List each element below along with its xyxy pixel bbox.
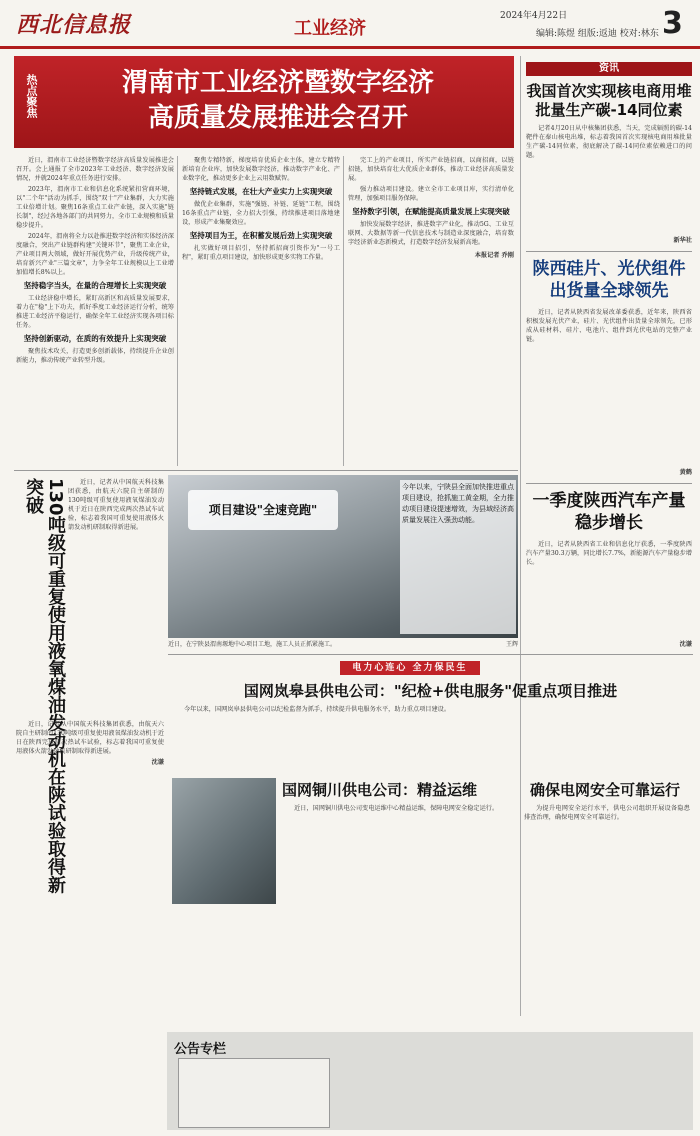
divider <box>526 251 692 252</box>
ad-title-2: 国网铜川供电公司：精益运维 <box>282 781 478 799</box>
feature-vertical-title: 130吨级可重复使用液氧煤油发动机在陕试验取得新突破 <box>23 478 66 894</box>
paragraph: 今年以来，宁陕县全面加快推进重点项目建设，抢抓施工黄金期，全力推动项目建设提速增效，为县域经济高质量发展注入强劲动能。 <box>402 483 514 524</box>
ad-section-tag: 电力心连心 全力保民生 <box>340 661 480 675</box>
photo-feature-text <box>400 480 516 634</box>
paragraph: 完工上的产业项目，所实产业链招商，以商招商，以链招链，加快培育壮大优质企业群体，推动工业经济高质量发展。 <box>348 157 514 182</box>
subheading: 坚持数字引领，在赋能提高质量发展上实现突破 <box>352 207 510 216</box>
paragraph: 扎实做好项目招引，坚持抓招商引资作为"一号工程"，紧盯重点项目建设，加快形成更多实物工作量。 <box>182 245 340 261</box>
paragraph: 聚焦技术攻关，打造更多创新载体，持续提升企业创新能力，推动传统产业转型升级。 <box>16 348 174 364</box>
subheading: 坚持链式发展，在壮大产业实力上实现突破 <box>189 187 333 196</box>
news-body <box>526 540 692 640</box>
paragraph: 加快发展数字经济，推进数字产业化，推动5G、工业互联网、大数据等新一代信息技术与制造业深度融合，培育数字经济新业态新模式，打造数字经济发展新高地。 <box>348 221 514 246</box>
article-byline: 本报记者 乔刚 <box>474 252 514 259</box>
section-title: 工业经济 <box>294 18 366 39</box>
paragraph: 强力推动项目建设。建立全市工业项目库，实行清单化管理，加强项目服务保障。 <box>348 186 514 202</box>
main-headline <box>48 66 508 136</box>
paragraph: 近日，记者从陕西省工业和信息化厅获悉，一季度陕西汽车产量30.3万辆，同比增长7.7%，新能源汽车产量稳步增长。 <box>526 541 692 566</box>
ad-photo <box>172 778 276 904</box>
paragraph: 为提升电网安全运行水平，供电公司组织开展设备隐患排查治理，确保电网安全可靠运行。 <box>524 805 690 821</box>
section-divider <box>14 470 518 471</box>
news-body <box>526 124 692 236</box>
section-divider <box>168 654 693 655</box>
column-divider <box>343 156 344 466</box>
headline-line-1: 渭南市工业经济暨数字经济 <box>121 68 434 98</box>
news-title: 我国首次实现核电商用堆批量生产碳-14同位素 <box>526 82 692 119</box>
paragraph: 近日，渭南市工业经济暨数字经济高质量发展推进会召开。会上通报了全市2023年工业经济、数字经济发展情况，并就2024年重点任务进行安排。 <box>16 157 174 182</box>
paragraph: 近日，记者从中国航天科技集团获悉，由航天六院自主研制的130吨级可重复使用液氧煤油发动机于近日在陕西完成两次热试车试验，标志着我国可重复使用液体火箭发动机研制取得新进展。 <box>68 479 164 531</box>
paragraph: 工业经济稳中增长，紧盯高新区和高质量发展要求，着力在"稳"上下功夫，抓好季度工业经济运行分析，统筹推进工业经济平稳运行，确保全年工业经济实现各项目标任务。 <box>16 295 174 329</box>
news-source: 黄鹤 <box>679 469 692 476</box>
photo-banner-box <box>188 490 338 530</box>
photo-caption <box>168 641 518 649</box>
divider <box>526 483 692 484</box>
caption-text: 近日，在宁陕县渭南塬地中心项目工地，施工人员正抓紧施工。 <box>168 641 337 648</box>
paragraph: 今年以来，国网岚皋县供电公司以纪检监督为抓手，持续提升供电服务水平，助力重点项目建设。 <box>184 706 451 713</box>
editor-credits: 编辑:陈煜 组版:返迪 校对:林东 <box>536 29 659 39</box>
hotspot-badge: 热点聚焦 <box>25 74 38 118</box>
sidebar-divider <box>520 56 521 1016</box>
ad-title-3: 确保电网安全可靠运行 <box>529 781 680 799</box>
paragraph: 2024年，渭南将全力以赴推进数字经济和实体经济深度融合，突出产业链群构建"关键环节"，聚焦工业企业，产业项目两大领域，做好开展优势产业，升级传统产业，培育新兴产业"三篇文章"，力争全年工业规模以上工业增加值增长8%以上。 <box>16 233 174 276</box>
page-number: 3 <box>662 6 683 41</box>
feature-vertical-body-continued <box>16 720 164 1020</box>
article-column-2 <box>182 156 340 466</box>
news-title: 一季度陕西汽车产量稳步增长 <box>532 491 686 533</box>
subheading: 坚持稳字当头，在量的合理增长上实现突破 <box>23 281 167 290</box>
paragraph: 记者4月20日从中核集团获悉，当天，完成辐照的碳-14靶件在秦山核电出堆，标志着我国首次实现核电商用堆批量生产碳-14同位素，彻底解决了碳-14同位素依赖进口的问题。 <box>526 125 692 159</box>
feature-byline: 沈谦 <box>151 759 164 766</box>
ad-body-3 <box>524 804 690 914</box>
news-title: 陕西硅片、光伏组件出货量全球领先 <box>532 259 686 301</box>
notice-document <box>178 1058 330 1128</box>
article-column-3 <box>348 156 514 466</box>
paragraph: 近日，国网铜川供电公司变电运维中心精益运维，保障电网安全稳定运行。 <box>294 805 499 812</box>
paragraph: 做优企业集群，实施"强链、补链、延链"工程，围绕16条重点产业链，全力招大引强，持续推进项目落地建设，形成产业集聚效应。 <box>182 201 340 226</box>
ad-title-1: 国网岚皋县供电公司："纪检+供电服务"促重点项目推进 <box>243 682 618 700</box>
headline-line-2: 高质量发展推进会召开 <box>147 103 408 133</box>
sidebar-tag: 资讯 <box>526 62 692 76</box>
news-body <box>526 308 692 468</box>
issue-date: 2024年4月22日 <box>500 11 568 21</box>
news-source: 新华社 <box>673 237 692 244</box>
subheading: 坚持项目为王，在积蓄发展后劲上实现突破 <box>189 231 333 240</box>
photo-banner: 项目建设"全速竞跑" <box>208 503 318 517</box>
newspaper-logo: 西北信息报 <box>16 12 132 38</box>
paragraph: 聚焦专精特新，梯度培育优质企业主体，建立专精特新培育企业库，加快发展数字经济，推动数字产业化、产业数字化，推动更多企业上云用数赋智。 <box>182 157 340 182</box>
news-source: 沈谦 <box>679 641 692 648</box>
subheading: 坚持创新驱动，在质的有效提升上实现突破 <box>23 334 167 343</box>
notice-title: 公告专栏 <box>174 1042 227 1057</box>
ad-body-1 <box>172 705 688 773</box>
paragraph: 2023年，渭南市工业和信息化系统紧扣营商环境，以"二个年"活动为抓手，围绕"双十"产业集群，大力实施工业倍增计划。聚焦16条重点工业产业链，深入实施"链长制"，经过各地各部门的共同努力，全市工业规模和质量稳步提升。 <box>16 186 174 229</box>
news-sidebar <box>526 62 692 649</box>
column-divider <box>177 156 178 466</box>
ad-body-2 <box>282 804 512 914</box>
photo-credit: 王辉 <box>505 641 518 648</box>
article-column-1 <box>16 156 174 466</box>
header-rule <box>0 46 700 49</box>
paragraph: 近日，记者从陕西省发展改革委获悉，近年来，陕西省积极发展光伏产业，硅片、光伏组件出货量全球领先，已形成从硅材料、硅片、电池片、组件到光伏电站的完整产业链。 <box>526 309 692 343</box>
feature-vertical-body <box>68 478 164 648</box>
paragraph: 近日，记者从中国航天科技集团获悉，由航天六院自主研制的130吨级可重复使用液氧煤油发动机于近日在陕西完成两次热试车试验，标志着我国可重复使用液体火箭发动机研制取得新进展。 <box>16 721 164 755</box>
